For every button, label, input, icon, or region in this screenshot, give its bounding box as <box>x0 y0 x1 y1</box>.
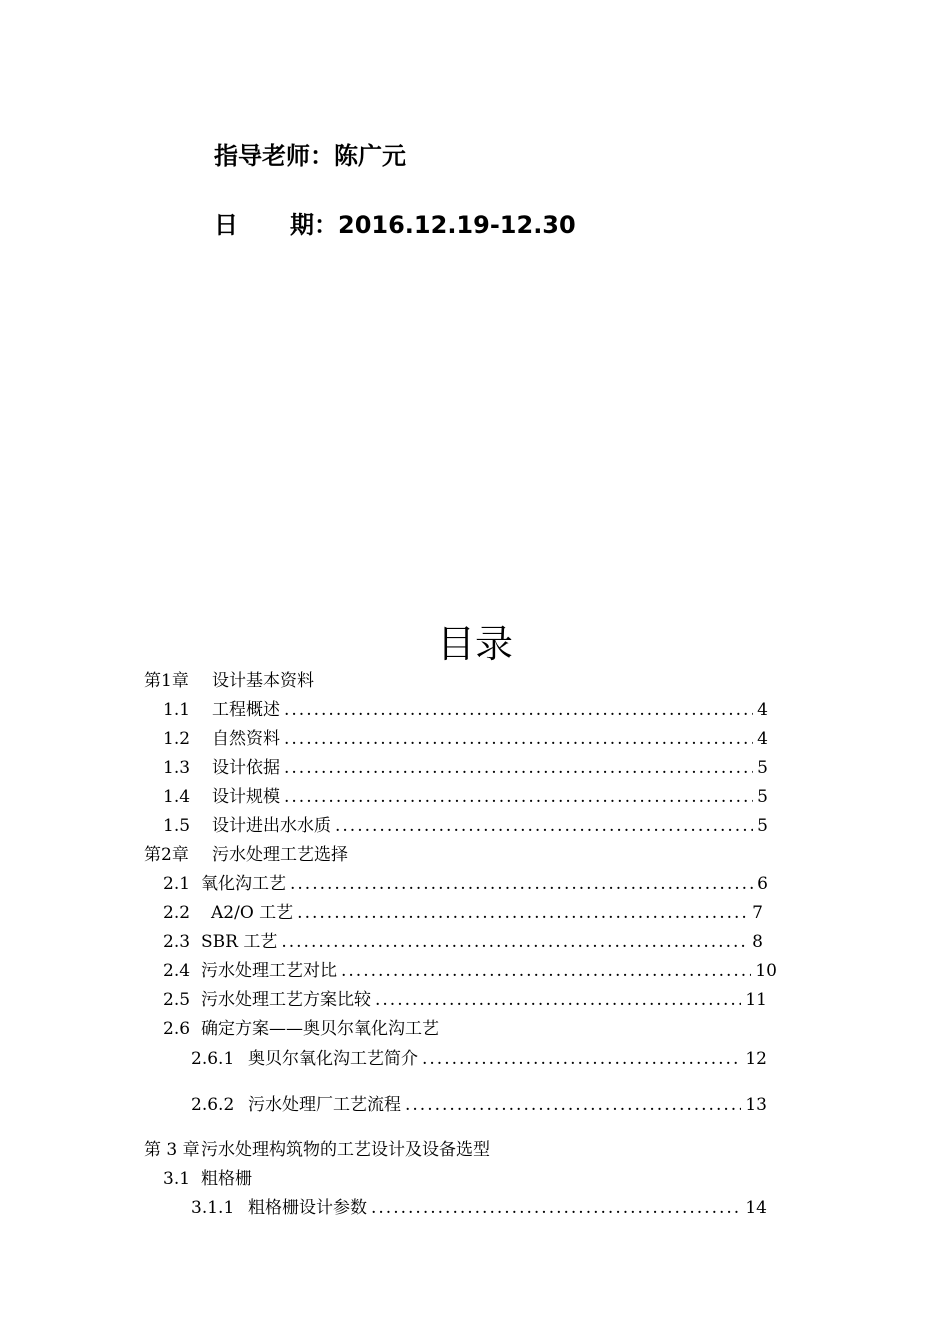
toc-label: 奥贝尔氧化沟工艺简介 <box>248 1049 418 1069</box>
toc-label: A2/O 工艺 <box>211 903 294 923</box>
toc-label: 污水处理工艺方案比较 <box>201 990 371 1010</box>
toc-item-2-5[interactable] <box>163 987 767 1013</box>
date-value: 2016.12.19-12.30 <box>338 211 576 239</box>
toc-page-number: 5 <box>757 758 768 778</box>
toc-dot-leader <box>371 1195 741 1221</box>
toc-chapter-3[interactable] <box>144 1137 490 1163</box>
toc-label: 氧化沟工艺 <box>201 874 286 894</box>
toc-item-1-1[interactable] <box>163 697 768 723</box>
toc-number: 3.1 <box>163 1169 191 1189</box>
date-line <box>214 205 576 240</box>
toc-label: 粗格栅 <box>201 1169 252 1189</box>
toc-label: 污水处理工艺对比 <box>201 961 337 981</box>
toc-dot-leader <box>284 784 753 810</box>
toc-number: 2.2 <box>163 903 191 923</box>
advisor-line <box>214 136 406 171</box>
toc-dot-leader <box>284 726 753 752</box>
toc-label: 确定方案——奥贝尔氧化沟工艺 <box>201 1019 439 1039</box>
toc-dot-leader <box>375 987 741 1013</box>
toc-item-2-4[interactable] <box>163 958 777 984</box>
toc-number: 3.1.1 <box>191 1198 235 1218</box>
toc-number: 2.4 <box>163 961 191 981</box>
toc-dot-leader <box>335 813 753 839</box>
toc-chapter-1[interactable] <box>144 668 314 694</box>
toc-label: 自然资料 <box>212 729 280 749</box>
toc-label: 设计依据 <box>212 758 280 778</box>
toc-item-1-4[interactable] <box>163 784 768 810</box>
toc-number: 第 3 章 <box>144 1140 200 1160</box>
advisor-label: 指导老师： <box>214 142 334 170</box>
toc-number: 1.2 <box>163 729 191 749</box>
toc-label: SBR 工艺 <box>201 932 278 952</box>
toc-dot-leader <box>284 755 753 781</box>
toc-page-number: 7 <box>752 903 763 923</box>
toc-page-number: 14 <box>745 1198 767 1218</box>
toc-item-2-6[interactable] <box>163 1016 439 1042</box>
toc-page-number: 10 <box>755 961 777 981</box>
toc-number: 第2章 <box>144 845 189 865</box>
toc-dot-leader <box>422 1046 741 1072</box>
toc-title: 目录 <box>436 622 513 666</box>
toc-page-number: 8 <box>752 932 763 952</box>
date-label-first-char: 日 <box>214 211 238 239</box>
toc-dot-leader <box>341 958 751 984</box>
toc-number: 1.1 <box>163 700 191 720</box>
toc-page-number: 11 <box>745 990 767 1010</box>
toc-label: 污水处理厂工艺流程 <box>248 1095 401 1115</box>
toc-label: 设计规模 <box>212 787 280 807</box>
toc-number: 1.4 <box>163 787 191 807</box>
toc-item-2-6-2[interactable] <box>191 1092 767 1118</box>
toc-number: 2.6.1 <box>191 1049 235 1069</box>
toc-label: 设计基本资料 <box>212 671 314 691</box>
toc-item-1-3[interactable] <box>163 755 768 781</box>
toc-item-2-6-1[interactable] <box>191 1046 767 1072</box>
toc-label: 工程概述 <box>212 700 280 720</box>
toc-item-2-2[interactable] <box>163 900 763 926</box>
toc-page-number: 5 <box>757 787 768 807</box>
date-label-rest: 期： <box>290 211 338 239</box>
toc-dot-leader <box>297 900 748 926</box>
toc-item-2-3[interactable] <box>163 929 763 955</box>
toc-number: 1.5 <box>163 816 191 836</box>
toc-label: 污水处理工艺选择 <box>212 845 348 865</box>
toc-dot-leader <box>290 871 753 897</box>
toc-page-number: 4 <box>757 700 768 720</box>
toc-item-2-1[interactable] <box>163 871 768 897</box>
toc-page-number: 5 <box>757 816 768 836</box>
toc-number: 第1章 <box>144 671 189 691</box>
toc-number: 2.3 <box>163 932 191 952</box>
toc-page-number: 12 <box>745 1049 767 1069</box>
toc-label: 设计进出水水质 <box>212 816 331 836</box>
toc-number: 2.1 <box>163 874 191 894</box>
toc-dot-leader <box>284 697 753 723</box>
toc-page-number: 4 <box>757 729 768 749</box>
toc-page-number: 13 <box>745 1095 767 1115</box>
toc-dot-leader <box>405 1092 741 1118</box>
toc-number: 2.6 <box>163 1019 191 1039</box>
toc-chapter-2[interactable] <box>144 842 348 868</box>
toc-item-1-2[interactable] <box>163 726 768 752</box>
toc-item-1-5[interactable] <box>163 813 768 839</box>
advisor-name: 陈广元 <box>334 142 406 170</box>
toc-number: 1.3 <box>163 758 191 778</box>
toc-dot-leader <box>281 929 748 955</box>
toc-item-3-1-1[interactable] <box>191 1195 767 1221</box>
toc-number: 2.6.2 <box>191 1095 235 1115</box>
toc-number: 2.5 <box>163 990 191 1010</box>
toc-item-3-1[interactable] <box>163 1166 252 1192</box>
toc-page-number: 6 <box>757 874 768 894</box>
toc-label: 粗格栅设计参数 <box>248 1198 367 1218</box>
toc-label: 污水处理构筑物的工艺设计及设备选型 <box>201 1140 490 1160</box>
